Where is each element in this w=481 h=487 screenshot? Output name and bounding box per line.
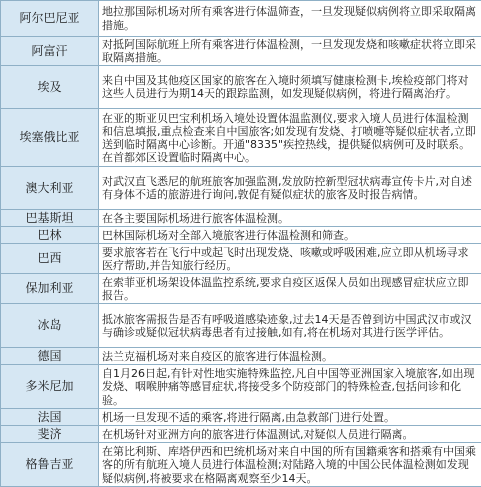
table-row: [1, 426, 481, 443]
country-name: 法国: [1, 409, 99, 426]
country-name: 保加利亚: [1, 274, 99, 304]
table-row: [1, 244, 481, 274]
table-row: [1, 227, 481, 244]
table-row: [1, 409, 481, 426]
country-name: 阿尔巴尼亚: [1, 1, 99, 37]
measure-text: 机场一旦发现不适的乘客,将进行隔离,由急救部门进行处置。: [99, 409, 481, 426]
measure-text: 在各主要国际机场进行旅客体温检测。: [99, 210, 481, 227]
measure-text: 地拉那国际机场对所有乘客进行体温筛查，一旦发现疑似病例将立即采取隔离措施。: [99, 1, 481, 37]
country-name: 德国: [1, 348, 99, 365]
country-name: 埃塞俄比亚: [1, 109, 99, 167]
measure-text: 在亚的斯亚贝巴宝利机场入境处设置体温监测仪,要求入境人员进行体温检测和信息填报,重点检查来自中国旅客;如发现有发烧、打喷嚏等疑似症状者,立即送到临时隔离中心诊断。开通"8335"疾控热线，提供疑似病例可及时联系。在首都郊区设置临时隔离中心。: [99, 109, 481, 167]
table-row: [1, 443, 481, 487]
table-row: [1, 210, 481, 227]
country-name: 巴林: [1, 227, 99, 244]
table-row: [1, 304, 481, 348]
table-row: [1, 37, 481, 66]
measure-text: 自1月26日起,有针对性地实施特殊监控,凡自中国等亚洲国家入境旅客,如出现发烧、咽喉肿痛等感冒症状,将接受多个防疫部门的特殊检查,包括问诊和化验。: [99, 365, 481, 409]
measure-text: 对武汉直飞悉尼的航班旅客加强监测,发放防控新型冠状病毒宣传卡片,对自述有身体不适的旅游进行询问,敦促有疑似症状的旅客及时报告病情。: [99, 167, 481, 210]
country-name: 格鲁吉亚: [1, 443, 99, 487]
table-row: [1, 365, 481, 409]
country-name: 埃及: [1, 66, 99, 109]
country-name: 澳大利亚: [1, 167, 99, 210]
country-name: 巴西: [1, 244, 99, 274]
table-row: [1, 109, 481, 167]
country-name: 斐济: [1, 426, 99, 443]
measure-text: 在索菲亚机场架设体温监控系统,要求自疫区返保人员如出现感冒症状应立即报告。: [99, 274, 481, 304]
measure-text: 来自中国及其他疫区国家的旅客在入境时须填写健康检测卡,埃检疫部门将对这些人员进行为期14天的跟踪监测，如发现疑似病例，将进行隔离治疗。: [99, 66, 481, 109]
table-row: [1, 274, 481, 304]
country-name: 巴基斯坦: [1, 210, 99, 227]
measure-text: 要求旅客若在飞行中或起飞时出现发烧、咳嗽或呼吸困难,应立即从机场寻求医疗帮助,并告知旅行经历。: [99, 244, 481, 274]
measure-text: 巴林国际机场对全部入境旅客进行体温检测和筛查。: [99, 227, 481, 244]
measure-text: 法兰克福机场对来自疫区的旅客进行体温检测。: [99, 348, 481, 365]
measure-text: 在机场针对亚洲方向的旅客进行体温测试,对疑似人员进行隔离。: [99, 426, 481, 443]
measure-text: 对抵阿国际航班上所有乘客进行体温检测，一旦发现发烧和咳嗽症状将立即采取隔离措施。: [99, 37, 481, 66]
measure-text: 抵冰旅客需报告是否有呼吸道感染迹象,过去14天是否曾到访中国武汉市或汉与确诊或疑似冠状病毒患者有过接触,如有,将在机场对其进行医学评估。: [99, 304, 481, 348]
measure-text: 在第比利斯、库塔伊西和巴统机场对来自中国的所有国籍乘客和搭乘有中国乘客的所有航班入境人员进行体温检测;对陆路入境的中国公民体温检测如发现疑似病例,将被要求在格隔离观察至少14天。: [99, 443, 481, 487]
table-row: [1, 1, 481, 37]
table-row: [1, 167, 481, 210]
table-row: [1, 348, 481, 365]
country-name: 阿富汗: [1, 37, 99, 66]
country-name: 多米尼加: [1, 365, 99, 409]
country-name: 冰岛: [1, 304, 99, 348]
table-row: [1, 66, 481, 109]
